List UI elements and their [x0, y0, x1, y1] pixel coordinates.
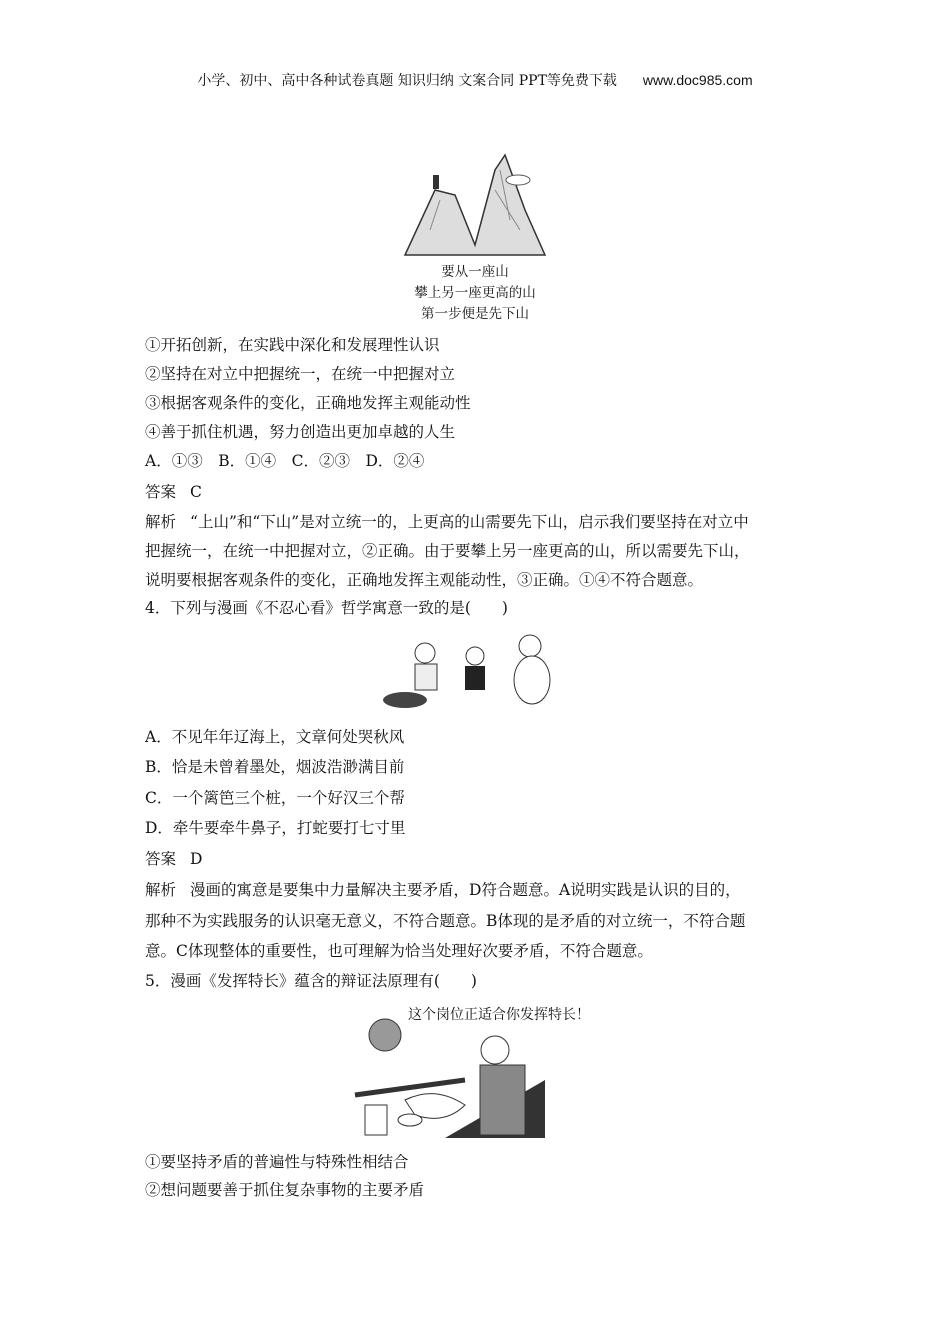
cartoon-bu-ren-xin-kan [380, 628, 570, 713]
mountain-cartoon [400, 150, 550, 260]
header-text: 小学、初中、高中各种试卷真题 知识归纳 文案合同 PPT等免费下载 [197, 73, 617, 89]
header-url[interactable]: www.doc985.com [642, 72, 753, 88]
q4-option-b: B．恰是未曾着墨处，烟波浩渺满目前 [145, 758, 405, 776]
cartoon-speech: 这个岗位正适合你发挥特长！ [408, 1007, 590, 1023]
q3-choices: A．①③ B．①④ C．②③ D．②④ [145, 452, 425, 470]
q4-option-c: C．一个篱笆三个桩，一个好汉三个帮 [145, 789, 405, 807]
q4-stem: 4．下列与漫画《不忍心看》哲学寓意一致的是( ) [145, 599, 508, 617]
q4-analysis-3: 意。C体现整体的重要性，也可理解为恰当处理好次要矛盾，不符合题意。 [145, 942, 653, 960]
q4-answer: 答案 D [145, 850, 203, 868]
q3-option-4: ④善于抓住机遇，努力创造出更加卓越的人生 [145, 423, 456, 441]
q3-option-3: ③根据客观条件的变化，正确地发挥主观能动性 [145, 394, 471, 412]
q3-option-2: ②坚持在对立中把握统一，在统一中把握对立 [145, 365, 456, 383]
mountain-caption: 要从一座山 攀上另一座更高的山 第一步便是先下山 [414, 264, 536, 322]
climber-figure [433, 175, 439, 189]
q3-option-1: ①开拓创新，在实践中深化和发展理性认识 [145, 336, 440, 354]
q5-option-2: ②想问题要善于抓住复杂事物的主要矛盾 [145, 1181, 425, 1199]
q5-stem: 5．漫画《发挥特长》蕴含的辩证法原理有( ) [145, 972, 477, 990]
q5-option-1: ①要坚持矛盾的普遍性与特殊性相结合 [145, 1153, 409, 1171]
q4-analysis-1: 解析 漫画的寓意是要集中力量解决主要矛盾，D符合题意。A说明实践是认识的目的， [145, 881, 741, 899]
q3-analysis-3: 说明要根据客观条件的变化，正确地发挥主观能动性，③正确。①④不符合题意。 [145, 571, 704, 589]
q4-option-a: A．不见年年辽海上，文章何处哭秋风 [145, 728, 405, 746]
q3-answer: 答案 C [145, 483, 202, 501]
q3-analysis-2: 把握统一，在统一中把握对立，②正确。由于要攀上另一座更高的山，所以需要先下山， [145, 542, 750, 560]
q4-analysis-2: 那种不为实践服务的认识毫无意义，不符合题意。B体现的是矛盾的对立统一，不符合题 [145, 912, 746, 930]
q3-analysis-1: 解析 “上山”和“下山”是对立统一的，上更高的山需要先下山，启示我们要坚持在对立中 [145, 513, 749, 531]
page-header [0, 70, 950, 90]
cartoon-fa-hui-te-chang [345, 1000, 545, 1140]
q4-option-d: D．牵牛要牵牛鼻子，打蛇要打七寸里 [145, 819, 406, 837]
